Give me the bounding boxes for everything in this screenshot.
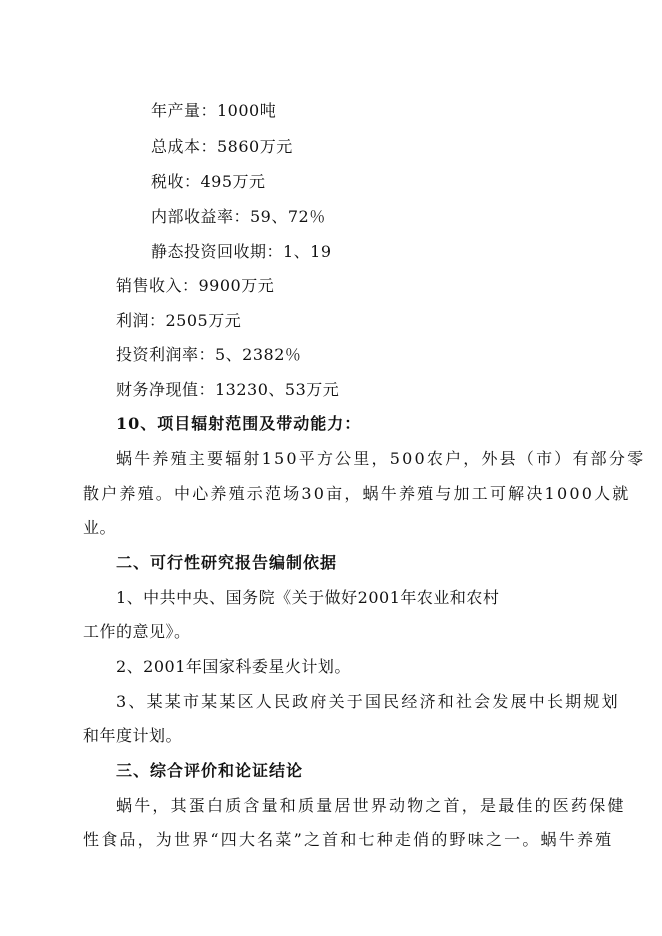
list-item-3-continued: 和年度计划。: [83, 726, 183, 745]
list-item-1-continued: 工作的意见》。: [83, 622, 191, 641]
paragraph-line: 散户养殖。中心养殖示范场30亩，蜗牛养殖与加工可解决1000人就: [83, 484, 631, 503]
investment-profit-rate-line: 投资利润率：5、2382％: [116, 345, 302, 364]
list-item-2: 2、2001年国家科委星火计划。: [116, 657, 351, 676]
financial-npv-line: 财务净现值：13230、53万元: [116, 380, 340, 399]
payback-period-line: 静态投资回收期：1、19: [151, 242, 332, 261]
section-2-heading: 二、可行性研究报告编制依据: [116, 553, 338, 572]
total-cost-line: 总成本：5860万元: [151, 137, 293, 156]
sales-revenue-line: 销售收入：9900万元: [116, 276, 275, 295]
annual-output-line: 年产量：1000吨: [151, 101, 277, 120]
section-10-heading: 10、项目辐射范围及带动能力：: [116, 414, 362, 433]
paragraph-line: 蜗牛，其蛋白质含量和质量居世界动物之首，是最佳的医药保健: [116, 796, 626, 815]
list-item-1: 1、中共中央、国务院《关于做好2001年农业和农村: [116, 588, 500, 607]
paragraph-line: 性食品，为世界“四大名菜”之首和七种走俏的野味之一。蜗牛养殖: [83, 830, 614, 849]
section-3-heading: 三、综合评价和论证结论: [116, 761, 304, 780]
paragraph-line: 业。: [83, 518, 117, 537]
list-item-3: 3、某某市某某区人民政府关于国民经济和社会发展中长期规划: [116, 692, 620, 711]
profit-line: 利润：2505万元: [116, 311, 242, 330]
internal-return-rate-line: 内部收益率：59、72％: [151, 207, 326, 226]
tax-line: 税收：495万元: [151, 172, 266, 191]
paragraph-line: 蜗牛养殖主要辐射150平方公里，500农户，外县（市）有部分零: [116, 449, 646, 468]
